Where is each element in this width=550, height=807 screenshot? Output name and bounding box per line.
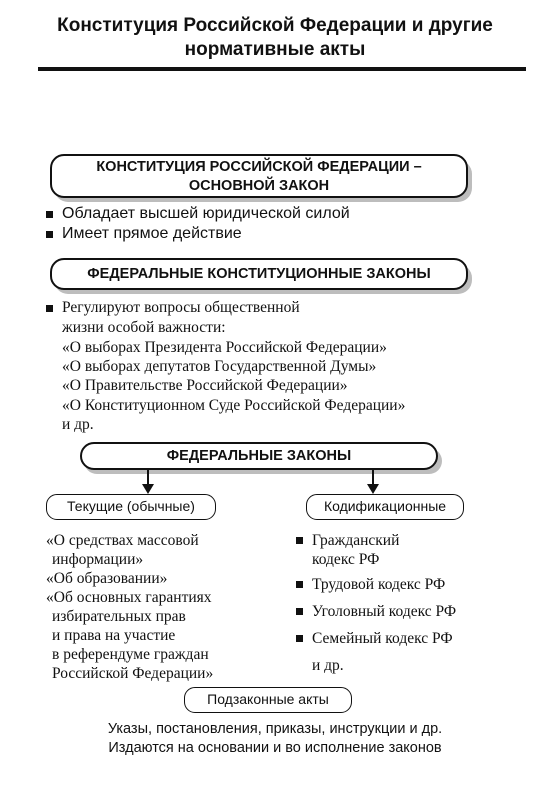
current-laws-label: Текущие (обычные) xyxy=(67,498,195,514)
codified-laws-label: Кодификационные xyxy=(323,498,447,514)
current-law-line: и права на участие xyxy=(52,627,176,644)
bylaws-box xyxy=(184,687,352,713)
current-laws-list xyxy=(46,531,213,683)
bylaws-line-2: Издаются на основании и во исполнение законов xyxy=(108,740,442,756)
current-law-line: избирательных прав xyxy=(52,608,186,625)
codified-item-2: Трудовой кодекс РФ xyxy=(296,575,445,594)
fz-heading: ФЕДЕРАЛЬНЫЕ ЗАКОНЫ xyxy=(166,448,352,464)
bylaws-line-1: Указы, постановления, приказы, инструкции и др. xyxy=(107,721,443,737)
fkz-law-3: «О Правительстве Российской Федерации» xyxy=(62,377,348,394)
fkz-heading: ФЕДЕРАЛЬНЫЕ КОНСТИТУЦИОННЫЕ ЗАКОНЫ xyxy=(87,266,431,282)
codified-item-1 xyxy=(296,531,399,569)
current-laws-box xyxy=(46,494,216,520)
bylaws-label: Подзаконные акты xyxy=(207,691,329,707)
fkz-law-1: «О выборах Президента Российской Федерации» xyxy=(62,339,387,356)
page-title-line-2: нормативные акты xyxy=(184,39,366,60)
codified-item-1-line-1: Гражданский xyxy=(312,532,400,549)
constitution-heading-line-2: ОСНОВНОЙ ЗАКОН xyxy=(188,178,330,194)
current-law-line: Российской Федерации» xyxy=(52,665,214,682)
fkz-law-2: «О выборах депутатов Государственной Думы» xyxy=(62,358,377,375)
current-law-line: «Об основных гарантиях xyxy=(46,589,212,606)
fkz-law-4: «О Конституционном Суде Российской Федерации» xyxy=(62,397,406,414)
codified-etc: и др. xyxy=(312,657,344,674)
page-title-line-1: Конституция Российской Федерации и другие xyxy=(57,15,493,36)
current-law-line: «О средствах массовой xyxy=(46,532,199,549)
codified-item-3: Уголовный кодекс РФ xyxy=(296,602,456,621)
bylaws-description xyxy=(0,720,550,758)
codified-item-4: Семейный кодекс РФ xyxy=(296,629,453,648)
codified-item-1-line-2: кодекс РФ xyxy=(312,551,380,568)
fkz-bullet-line-1: Регулируют вопросы общественной xyxy=(62,299,300,316)
constitution-heading-line-1: КОНСТИТУЦИЯ РОССИЙСКОЙ ФЕДЕРАЦИИ – xyxy=(96,159,422,175)
current-law-line: информации» xyxy=(52,551,144,568)
constitution-bullet-2: Имеет прямое действие xyxy=(46,224,242,244)
fkz-bullet-line-2: жизни особой важности: xyxy=(62,319,226,336)
current-law-line: «Об образовании» xyxy=(46,570,168,587)
current-law-line: в референдуме граждан xyxy=(52,646,209,663)
constitution-bullet-1: Обладает высшей юридической силой xyxy=(46,204,350,224)
codified-laws-box xyxy=(306,494,464,520)
fkz-etc: и др. xyxy=(62,416,94,433)
